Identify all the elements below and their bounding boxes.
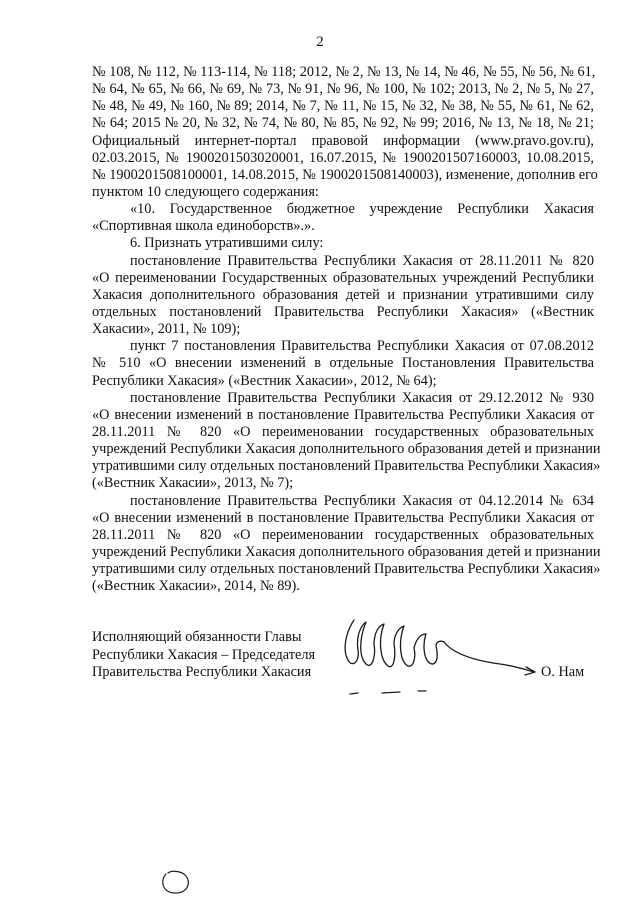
text-line: Хакасии», 2011, № 109); [92,321,241,338]
signatory-position [92,629,352,682]
text-line: «О переименовании Государственных образовательных учреждений Республики [92,269,594,286]
text-line: № 510 «О внесении изменений в отдельные Постановления Правительства [92,355,594,372]
text-line: утратившими силу отдельных постановлений Правительства Республики Хакасия» [92,458,601,475]
handwritten-circle-mark [158,866,194,896]
text-line: Хакасия дополнительного образования детей и признании утратившими силу [92,286,594,303]
text-line: постановление Правительства Республики Хакасия от 04.12.2014 № 634 [130,492,594,509]
position-line: Правительства Республики Хакасия [92,664,312,680]
paragraph-repealed-4 [92,492,601,596]
text-line: отдельных постановлений Правительства Республики Хакасия» («Вестник [92,303,594,320]
text-line: пункт 7 постановления Правительства Республики Хакасия от 07.08.2012 [130,338,594,355]
text-line: утратившими силу отдельных постановлений Правительства Республики Хакасия» [92,561,601,578]
paragraph-item-10 [92,201,594,235]
text-line: 02.03.2015, № 1900201503020001, 16.07.2015, № 1900201507160003, 10.08.2015, [92,149,594,166]
text-line: постановление Правительства Республики Хакасия от 29.12.2012 № 930 [130,389,594,406]
text-line: № 108, № 112, № 113-114, № 118; 2012, № 2, № 13, № 14, № 46, № 55, № 56, № 61, [92,64,596,80]
text-line: Республики Хакасия» («Вестник Хакасии», 2012, № 64); [92,372,437,389]
paragraph-repealed-1 [92,253,594,339]
text-line: № 64; 2015 № 20, № 32, № 74, № 80, № 85, № 92, № 99; 2016, № 13, № 18, № 21; [92,115,594,132]
signer-name: О. Нам [541,664,585,680]
position-line: Республики Хакасия – Председателя [92,646,316,663]
page-number: 2 [316,34,324,50]
text-line: «Спортивная школа единоборств».». [92,218,315,235]
paragraph-point-6 [92,235,594,252]
text-line: («Вестник Хакасии», 2014, № 89). [92,578,300,595]
position-line: Исполняющий обязанности Главы [92,629,302,645]
paragraph-sources [92,64,598,201]
handwritten-signature [330,612,550,702]
text-line: 28.11.2011 № 820 «О переименовании государственных образовательных [92,423,594,440]
text-line: № 64, № 65, № 66, № 69, № 73, № 91, № 96, № 100, № 102; 2013, № 2, № 5, № 27, [92,81,594,98]
paragraph-repealed-2 [92,338,594,389]
text-line: постановление Правительства Республики Хакасия от 28.11.2011 № 820 [130,252,594,269]
text-line: «О внесении изменений в постановление Правительства Республики Хакасия от [92,509,594,526]
text-line: № 1900201508100001, 14.08.2015, № 1900201508140003), изменение, дополнив его [92,166,598,183]
text-line: «О внесении изменений в постановление Правительства Республики Хакасия от [92,406,594,423]
text-line: «10. Государственное бюджетное учреждение Республики Хакасия [130,201,594,218]
text-line: Официальный интернет-портал правовой информации (www.pravo.gov.ru), [92,132,594,149]
text-line: 28.11.2011 № 820 «О переименовании государственных образовательных [92,526,594,543]
text-line: пунктом 10 следующего содержания: [92,183,319,200]
text-line: учреждений Республики Хакасия дополнительного образования детей и признании [92,441,601,458]
document-body [92,64,601,595]
text-line: учреждений Республики Хакасия дополнительного образования детей и признании [92,543,601,560]
text-line: («Вестник Хакасии», 2013, № 7); [92,475,294,492]
paragraph-repealed-3 [92,389,601,493]
text-line: № 48, № 49, № 160, № 89; 2014, № 7, № 11, № 15, № 32, № 38, № 55, № 61, № 62, [92,98,594,115]
text-line: 6. Признать утратившими силу: [130,235,324,252]
